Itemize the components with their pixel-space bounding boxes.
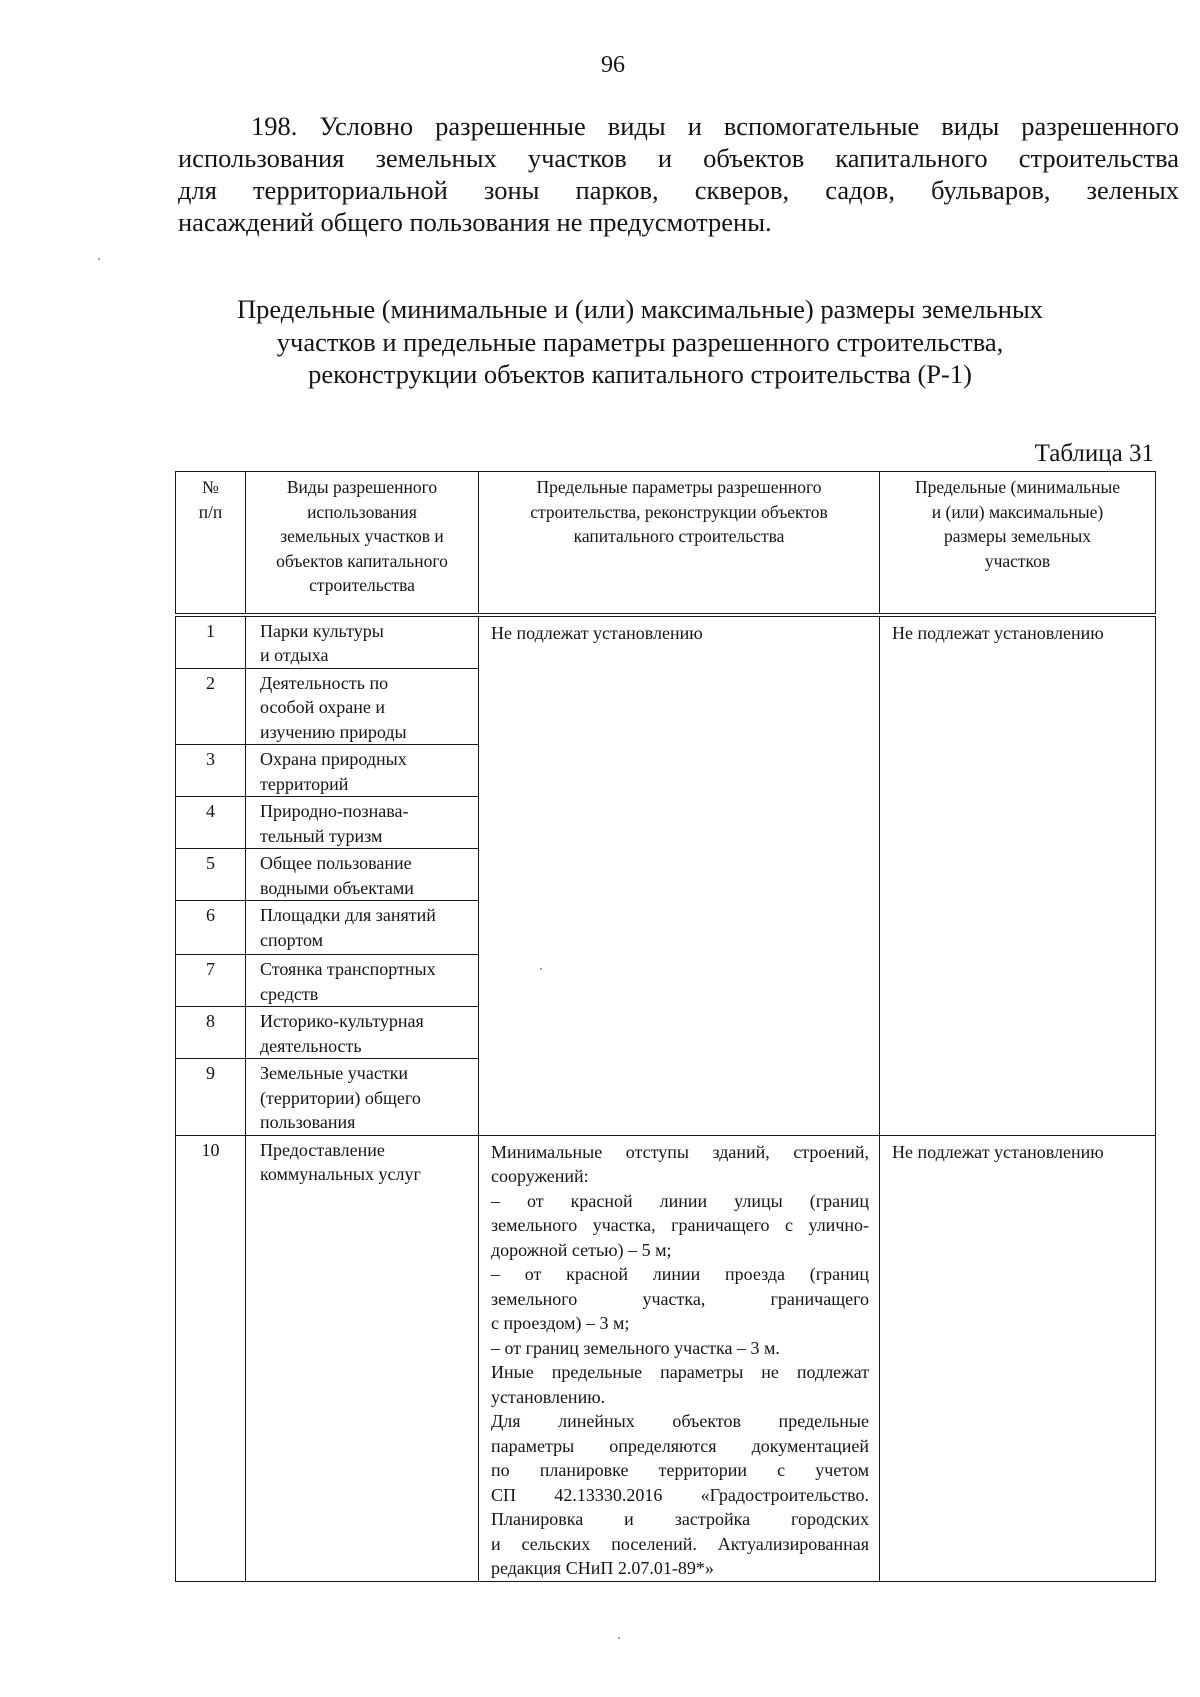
table-row [176, 1135, 1156, 1581]
params-line: редакция СНиП 2.07.01-89*» [491, 1558, 714, 1578]
row-number: 6 [176, 901, 246, 955]
scan-speck [540, 968, 542, 970]
params-line: дорожной сетью) – 5 м; [491, 1239, 672, 1260]
params-line: Планировка и застройка городских [491, 1509, 869, 1529]
cell-line: и отдыха [260, 645, 329, 665]
cell-line: Парки культуры [260, 620, 384, 641]
table-row [176, 615, 1156, 669]
cell-line: средств [260, 983, 319, 1004]
cell-line: Площадки для занятий [260, 905, 436, 925]
group-sizes-cell: Не подлежат установлению [880, 615, 1156, 1136]
heading-line: реконструкции объектов капитального строительства (Р-1) [308, 359, 972, 389]
parameters-table [175, 471, 1156, 1582]
header-line: использования [307, 501, 417, 522]
table-header-row [176, 472, 1156, 615]
header-number [176, 472, 246, 615]
heading-line: Предельные (минимальные и (или) максимальные) размеры земельных [236, 294, 1044, 324]
row-use-kind [246, 668, 479, 745]
paragraph-line: насаждений общего пользования не предусмотрены. [178, 207, 772, 237]
header-line: Предельные параметры разрешенного [536, 477, 822, 497]
params-line: – от красной линии проезда (границ [491, 1264, 869, 1284]
header-line: и (или) максимальные) [931, 501, 1104, 522]
cell-line: Историко-культурная [260, 1011, 424, 1031]
scan-speck [98, 258, 100, 260]
row-use-kind [246, 955, 479, 1007]
params-line: СП 42.13330.2016 «Градостроительство. [491, 1484, 869, 1505]
cell-line: Природно-познава- [260, 801, 409, 821]
header-line: строительства, реконструкции объектов [530, 501, 828, 522]
params-line: с проездом) – 3 м; [491, 1313, 630, 1333]
row-use-kind [246, 1059, 479, 1136]
cell-line: Деятельность по [260, 672, 389, 693]
section-heading [200, 293, 1080, 391]
params-line: сооружений: [491, 1166, 589, 1186]
row10-params-cell [479, 1135, 880, 1581]
header-line: № [202, 477, 219, 497]
cell-line: пользования [260, 1112, 356, 1132]
header-line: земельных участков и [280, 526, 444, 546]
row-number: 1 [176, 615, 246, 669]
paragraph-line: использования земельных участков и объектов капитального строительства [178, 143, 1179, 173]
row10-sizes-cell: Не подлежат установлению [880, 1135, 1156, 1581]
paragraph-line: 198. Условно разрешенные виды и вспомогательные виды разрешенного [251, 111, 1179, 141]
row-number: 4 [176, 797, 246, 849]
row-number: 2 [176, 668, 246, 745]
row-number: 7 [176, 955, 246, 1007]
params-line: Минимальные отступы зданий, строений, [491, 1141, 869, 1162]
cell-line: деятельность [260, 1035, 362, 1056]
params-line: – от красной линии улицы (границ [491, 1190, 869, 1211]
header-line: участков [984, 550, 1051, 571]
paragraph-line: для территориальной зоны парков, скверов, садов, бульваров, зеленых [178, 175, 1179, 205]
params-line: и сельских поселений. Актуализированная [491, 1533, 869, 1554]
cell-line: спортом [260, 929, 324, 950]
header-line: п/п [198, 501, 223, 522]
cell-line: Охрана природных [260, 749, 407, 769]
cell-line: особой охране и [260, 697, 386, 717]
cell-line: Общее пользование [260, 853, 412, 873]
params-line: Иные предельные параметры не подлежат [491, 1362, 869, 1382]
params-line: земельного участка, граничащего [491, 1288, 869, 1309]
params-line: установлению. [491, 1386, 606, 1407]
row-number: 9 [176, 1059, 246, 1136]
row-use-kind [246, 1007, 479, 1059]
header-line: Предельные (минимальные [914, 477, 1121, 497]
scan-speck [618, 1637, 620, 1639]
params-line: земельного участка, граничащего с улично- [491, 1215, 869, 1235]
params-line: – от границ земельного участка – 3 м. [491, 1337, 780, 1358]
params-line: Для линейных объектов предельные [491, 1411, 869, 1431]
page-number: 96 [601, 52, 625, 78]
params-line: по планировке территории с учетом [491, 1460, 869, 1480]
header-line: размеры земельных [943, 526, 1091, 546]
header-use-kind [246, 472, 479, 615]
row-number: 8 [176, 1007, 246, 1059]
header-line: объектов капитального [276, 550, 448, 571]
cell-line: Стоянка транспортных [260, 959, 436, 979]
cell-line: водными объектами [260, 877, 414, 898]
row-use-kind [246, 745, 479, 797]
cell-line: Предоставление [260, 1139, 385, 1160]
header-line: капитального строительства [573, 526, 785, 546]
table-caption: Таблица 31 [1034, 440, 1154, 467]
row-number: 3 [176, 745, 246, 797]
header-plot-sizes [880, 472, 1156, 615]
row-use-kind [246, 615, 479, 669]
row-use-kind [246, 797, 479, 849]
cell-line: территорий [260, 773, 349, 794]
row-use-kind [246, 901, 479, 955]
header-line: строительства [309, 575, 415, 595]
cell-line: тельный туризм [260, 825, 383, 846]
cell-line: (территории) общего [260, 1087, 421, 1108]
header-construction-params [479, 472, 880, 615]
header-line: Виды разрешенного [286, 477, 438, 497]
paragraph-198 [178, 110, 1179, 238]
heading-line: участков и предельные параметры разрешенного строительства, [276, 326, 1004, 357]
group-params-cell: Не подлежат установлению [479, 615, 880, 1136]
params-line: параметры определяются документацией [491, 1435, 869, 1456]
row-number: 10 [176, 1135, 246, 1581]
cell-line: Земельные участки [260, 1063, 409, 1083]
cell-line: изучению природы [260, 721, 407, 742]
row-use-kind [246, 849, 479, 901]
row-use-kind [246, 1135, 479, 1581]
cell-line: коммунальных услуг [260, 1164, 421, 1184]
row-number: 5 [176, 849, 246, 901]
